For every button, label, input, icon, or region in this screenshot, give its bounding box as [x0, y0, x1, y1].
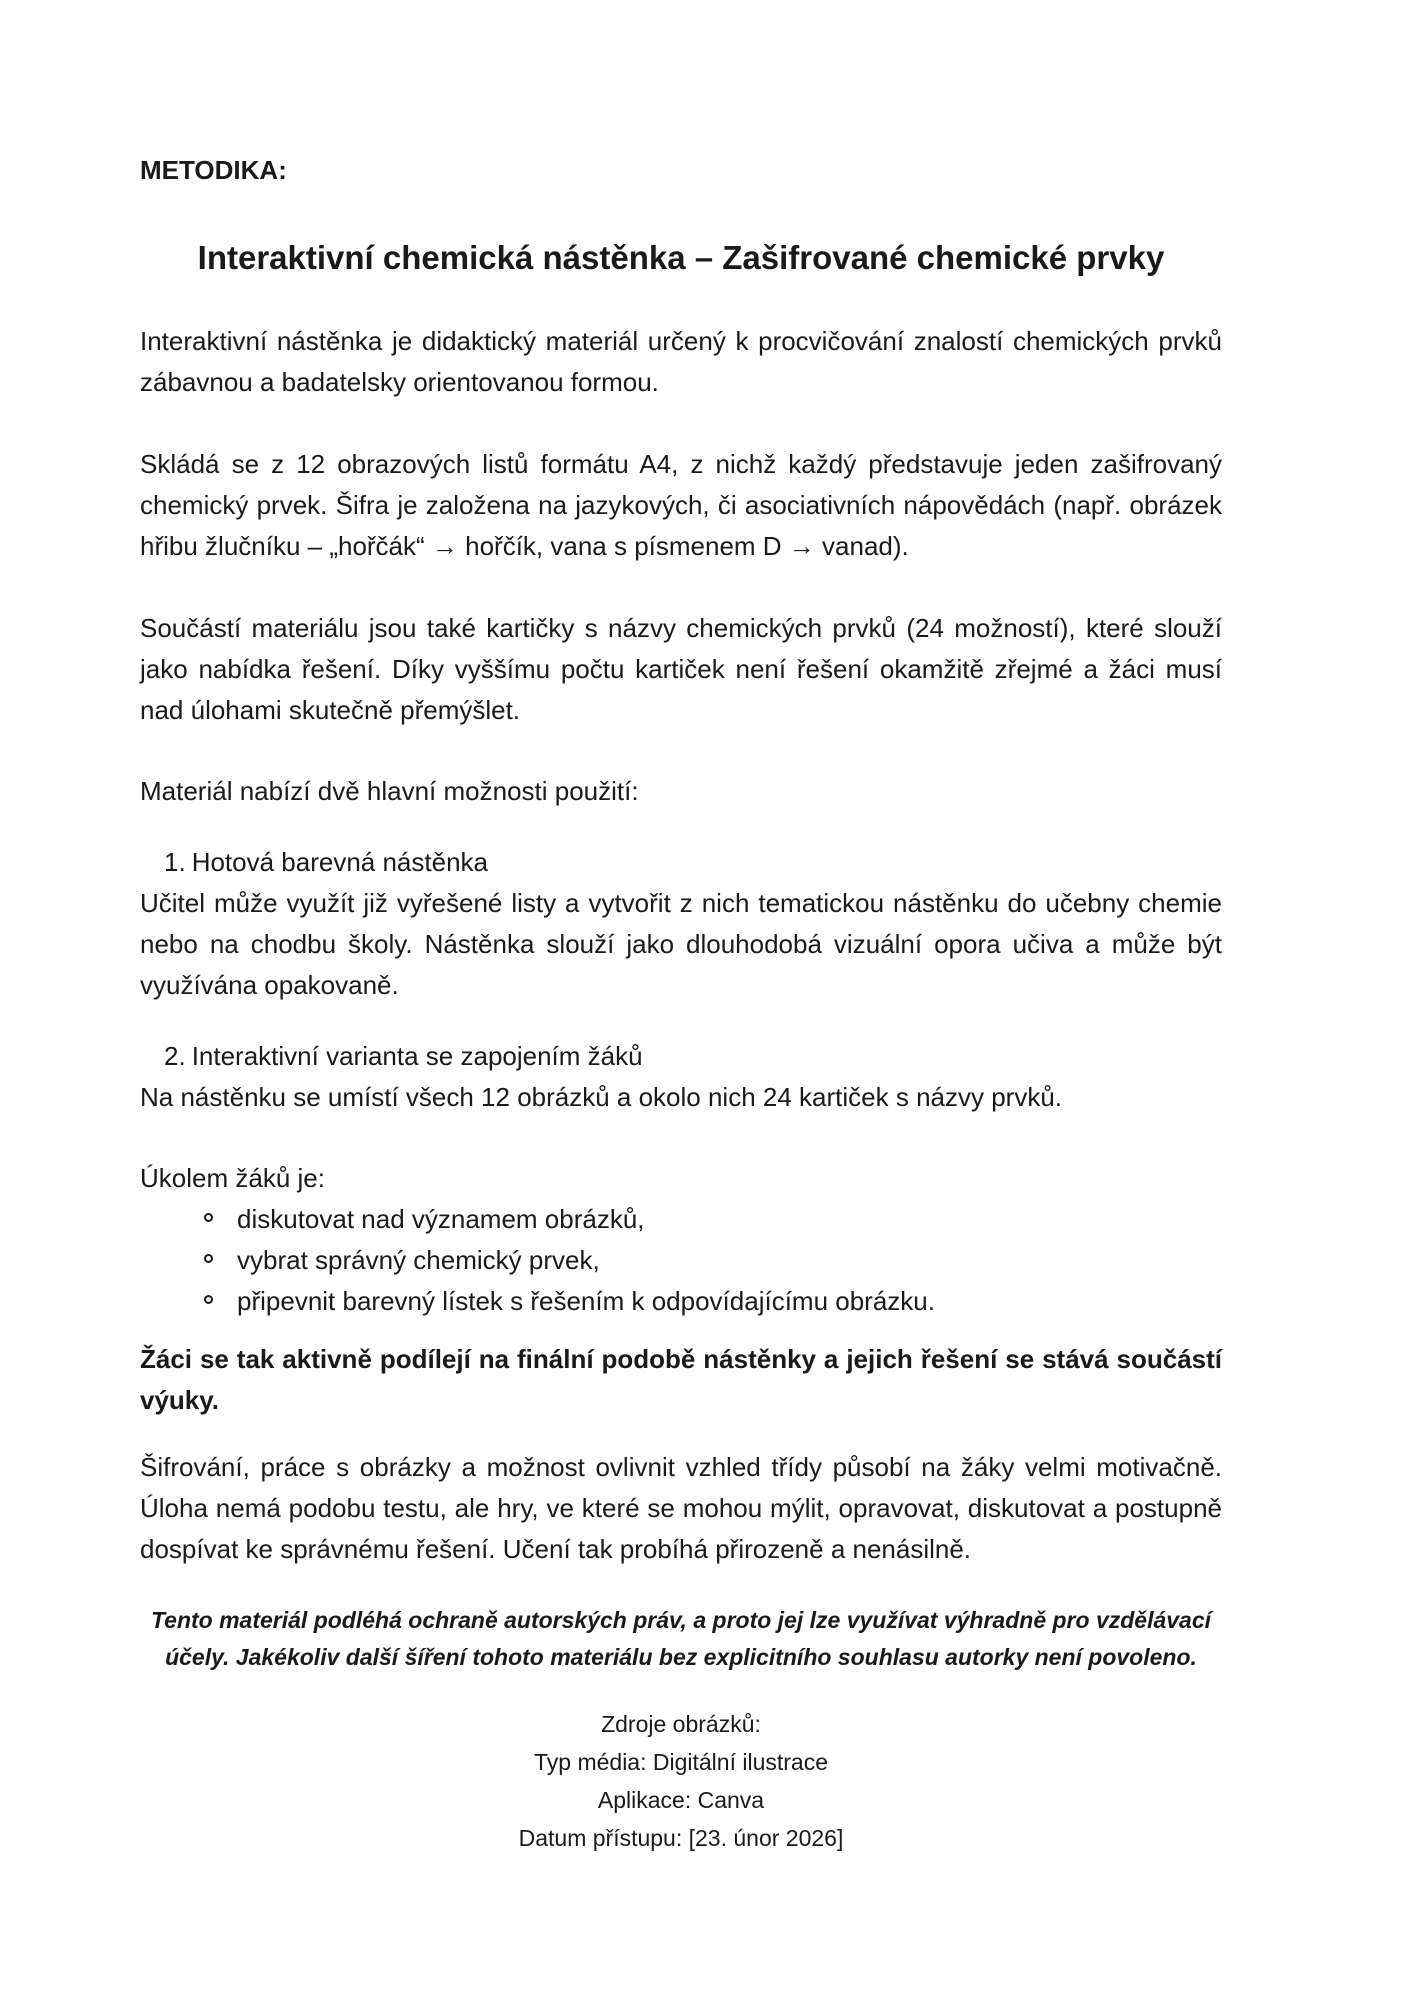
sources-media-type: Typ média: Digitální ilustrace [533, 1749, 828, 1775]
paragraph-options-intro: Materiál nabízí dvě hlavní možnosti použití: [140, 776, 639, 806]
bullet-circle-icon [204, 1213, 213, 1222]
paragraph-composition: Skládá se z 12 obrazových listů formátu A4, z nichž každý představuje jeden zašifrovaný chemický prvek. Šifra je založena na jazykových, či asociativních nápovědách (např. obrázek hřibu žlučníku – „hořčák“ → hořčík, vana s písmenem D → vanad). [140, 449, 1222, 561]
bullet-circle-icon [204, 1254, 213, 1263]
section-label: METODIKA: [140, 155, 287, 185]
task-list [140, 1199, 1222, 1322]
option-2-number: 2. [164, 1041, 186, 1071]
paragraph-motivation: Šifrování, práce s obrázky a možnost ovlivnit vzhled třídy působí na žáky velmi motivačně. Úloha nemá podobu testu, ale hry, ve které se mohou mýlit, opravovat, diskutovat a postupně dospívat ke správnému řešení. Učení tak probíhá přirozeně a nenásilně. [140, 1452, 1222, 1564]
paragraph-emphasis: Žáci se tak aktivně podílejí na finální podobě nástěnky a jejich řešení se stává součástí výuky. [140, 1344, 1222, 1415]
page-title: Interaktivní chemická nástěnka – Zašifrované chemické prvky [197, 239, 1165, 276]
paragraph-cards: Součástí materiálu jsou také kartičky s názvy chemických prvků (24 možností), které slouží jako nabídka řešení. Díky vyššímu počtu kartiček není řešení okamžitě zřejmé a žáci musí nad úlohami skutečně přemýšlet. [140, 613, 1222, 725]
task-item [140, 1240, 1222, 1281]
task-item [140, 1199, 1222, 1240]
task-item-text: diskutovat nad významem obrázků, [237, 1204, 645, 1234]
tasks-intro: Úkolem žáků je: [140, 1163, 325, 1193]
task-item [140, 1281, 1222, 1322]
task-item-text: vybrat správný chemický prvek, [237, 1245, 600, 1275]
sources-heading: Zdroje obrázků: [601, 1711, 761, 1737]
sources-application: Aplikace: Canva [597, 1787, 765, 1813]
copyright-notice: Tento materiál podléhá ochraně autorských práv, a proto jej lze využívat výhradně pro vzdělávací účely. Jakékoliv další šíření tohoto materiálu bez explicitního souhlasu autorky není povoleno. [150, 1607, 1212, 1670]
option-2-description: Na nástěnku se umístí všech 12 obrázků a okolo nich 24 kartiček s názvy prvků. [140, 1082, 1063, 1112]
bullet-circle-icon [204, 1295, 213, 1304]
option-1-number: 1. [164, 847, 186, 877]
sources-access-date: Datum přístupu: [23. únor 2026] [518, 1825, 844, 1851]
option-1-description: Učitel může využít již vyřešené listy a vytvořit z nich tematickou nástěnku do učebny chemie nebo na chodbu školy. Nástěnka slouží jako dlouhodobá vizuální opora učiva a může být využívána opakovaně. [140, 888, 1222, 1000]
image-sources [140, 1705, 1222, 1857]
option-2-heading [140, 1036, 1222, 1077]
option-2-title: Interaktivní varianta se zapojením žáků [191, 1041, 643, 1071]
task-item-text: připevnit barevný lístek s řešením k odpovídajícímu obrázku. [237, 1286, 935, 1316]
option-1-heading [140, 842, 1222, 883]
option-1-title: Hotová barevná nástěnka [191, 847, 488, 877]
paragraph-intro: Interaktivní nástěnka je didaktický materiál určený k procvičování znalostí chemických prvků zábavnou a badatelsky orientovanou formou. [140, 326, 1222, 397]
